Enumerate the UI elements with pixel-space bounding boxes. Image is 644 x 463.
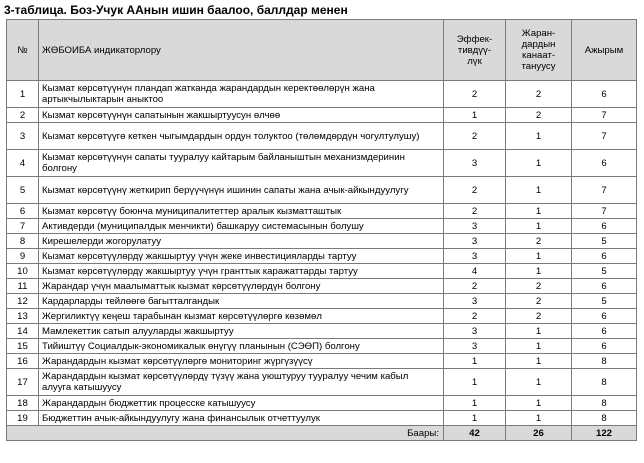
table-caption: 3-таблица. Боз-Учук ААнын ишин баалоо, баллдар менен bbox=[4, 3, 348, 17]
row-satisfaction: 1 bbox=[506, 150, 572, 177]
row-total: 7 bbox=[572, 108, 637, 123]
row-total: 7 bbox=[572, 123, 637, 150]
row-indicator: Кызмат көрсөтүүнүн пландап жатканда жарандардын керектөөлөрүн жана артыкчылыктарын аныктоо bbox=[39, 81, 444, 108]
table-row bbox=[7, 81, 637, 108]
table-row bbox=[7, 108, 637, 123]
row-effectiveness: 2 bbox=[444, 81, 506, 108]
row-effectiveness: 2 bbox=[444, 309, 506, 324]
row-total: 8 bbox=[572, 411, 637, 426]
header-satisfaction-text: Жаран- дардын канаат- тануусу bbox=[521, 28, 556, 72]
row-indicator: Кызмат көрсөтүүлөрдү жакшыртуу үчүн гранттык каражаттарды тартуу bbox=[39, 264, 444, 279]
row-total: 6 bbox=[572, 324, 637, 339]
totals-total: 122 bbox=[572, 426, 637, 441]
row-indicator: Кирешелерди жогорулатуу bbox=[39, 234, 444, 249]
row-indicator: Жергиликтүү кеңеш тарабынан кызмат көрсөтүүлөргө көзөмөл bbox=[39, 309, 444, 324]
header-effectiveness-text: Эффек- тивдүү- лүк bbox=[456, 33, 493, 67]
row-effectiveness: 3 bbox=[444, 150, 506, 177]
totals-satisfaction: 26 bbox=[506, 426, 572, 441]
row-effectiveness: 1 bbox=[444, 108, 506, 123]
header-no: № bbox=[7, 20, 39, 81]
row-number: 4 bbox=[7, 150, 39, 177]
header-indicator: ЖӨБОИБА индикаторлору bbox=[39, 20, 444, 81]
row-total: 5 bbox=[572, 234, 637, 249]
row-number: 10 bbox=[7, 264, 39, 279]
header-satisfaction bbox=[506, 20, 572, 81]
row-indicator: Бюджеттин ачык-айкындуулугу жана финансылык отчеттуулук bbox=[39, 411, 444, 426]
row-indicator: Кызмат көрсөтүүнү жеткирип берүүчүнүн ишинин сапаты жана ачык-айкындуулугу bbox=[39, 177, 444, 204]
table-row bbox=[7, 411, 637, 426]
row-indicator: Мамлекеттик сатып алууларды жакшыртуу bbox=[39, 324, 444, 339]
row-indicator: Кардарларды тейлөөгө багытталгандык bbox=[39, 294, 444, 309]
row-indicator: Кызмат көрсөтүүлөрдү жакшыртуу үчүн жеке инвестицияларды тартуу bbox=[39, 249, 444, 264]
row-effectiveness: 3 bbox=[444, 324, 506, 339]
row-indicator: Жарандардын бюджеттик процесске катышуусу bbox=[39, 396, 444, 411]
row-satisfaction: 1 bbox=[506, 324, 572, 339]
table-row bbox=[7, 369, 637, 396]
table-row bbox=[7, 294, 637, 309]
row-satisfaction: 2 bbox=[506, 309, 572, 324]
row-total: 6 bbox=[572, 309, 637, 324]
row-effectiveness: 2 bbox=[444, 279, 506, 294]
row-number: 3 bbox=[7, 123, 39, 150]
row-effectiveness: 2 bbox=[444, 177, 506, 204]
row-number: 6 bbox=[7, 204, 39, 219]
row-effectiveness: 1 bbox=[444, 411, 506, 426]
row-number: 8 bbox=[7, 234, 39, 249]
row-satisfaction: 2 bbox=[506, 234, 572, 249]
row-total: 6 bbox=[572, 279, 637, 294]
row-total: 8 bbox=[572, 396, 637, 411]
row-effectiveness: 2 bbox=[444, 123, 506, 150]
row-satisfaction: 2 bbox=[506, 81, 572, 108]
row-indicator: Жарандардын кызмат көрсөтүүлөргө мониторинг жүргүзүүсү bbox=[39, 354, 444, 369]
row-effectiveness: 1 bbox=[444, 396, 506, 411]
row-number: 17 bbox=[7, 369, 39, 396]
table-row bbox=[7, 279, 637, 294]
totals-effectiveness: 42 bbox=[444, 426, 506, 441]
row-number: 12 bbox=[7, 294, 39, 309]
table-row bbox=[7, 354, 637, 369]
table-row bbox=[7, 150, 637, 177]
row-number: 7 bbox=[7, 219, 39, 234]
table-row bbox=[7, 204, 637, 219]
table-row bbox=[7, 396, 637, 411]
totals-label: Баары: bbox=[7, 426, 444, 441]
row-effectiveness: 4 bbox=[444, 264, 506, 279]
indicators-table bbox=[6, 19, 637, 441]
header-effectiveness bbox=[444, 20, 506, 81]
row-satisfaction: 1 bbox=[506, 369, 572, 396]
row-number: 13 bbox=[7, 309, 39, 324]
table-row bbox=[7, 123, 637, 150]
row-number: 14 bbox=[7, 324, 39, 339]
row-number: 1 bbox=[7, 81, 39, 108]
row-satisfaction: 1 bbox=[506, 249, 572, 264]
table-row bbox=[7, 249, 637, 264]
row-total: 5 bbox=[572, 294, 637, 309]
row-number: 18 bbox=[7, 396, 39, 411]
row-satisfaction: 1 bbox=[506, 411, 572, 426]
table-row bbox=[7, 264, 637, 279]
row-number: 5 bbox=[7, 177, 39, 204]
row-effectiveness: 2 bbox=[444, 204, 506, 219]
row-satisfaction: 1 bbox=[506, 264, 572, 279]
row-satisfaction: 2 bbox=[506, 279, 572, 294]
table-row bbox=[7, 324, 637, 339]
row-effectiveness: 3 bbox=[444, 234, 506, 249]
row-number: 9 bbox=[7, 249, 39, 264]
table-row bbox=[7, 309, 637, 324]
row-satisfaction: 1 bbox=[506, 204, 572, 219]
table-row bbox=[7, 339, 637, 354]
row-total: 7 bbox=[572, 204, 637, 219]
table-body bbox=[7, 81, 637, 426]
row-number: 15 bbox=[7, 339, 39, 354]
row-indicator: Кызмат көрсөтүүнүн сапаты тууралуу кайтарым байланыштын механизмдеринин болгону bbox=[39, 150, 444, 177]
row-satisfaction: 1 bbox=[506, 354, 572, 369]
row-indicator: Активдерди (муниципалдык менчикти) башкаруу системасынын болушу bbox=[39, 219, 444, 234]
row-total: 6 bbox=[572, 249, 637, 264]
row-indicator: Тийиштүү Социалдык-экономикалык өнүгүү планынын (СЭӨП) болгону bbox=[39, 339, 444, 354]
row-effectiveness: 3 bbox=[444, 219, 506, 234]
row-total: 6 bbox=[572, 339, 637, 354]
row-satisfaction: 1 bbox=[506, 219, 572, 234]
row-indicator: Кызмат көрсөтүү боюнча муниципалитеттер аралык кызматташтык bbox=[39, 204, 444, 219]
table-row bbox=[7, 234, 637, 249]
table-row bbox=[7, 177, 637, 204]
row-total: 5 bbox=[572, 264, 637, 279]
row-satisfaction: 1 bbox=[506, 396, 572, 411]
row-total: 8 bbox=[572, 354, 637, 369]
row-satisfaction: 1 bbox=[506, 177, 572, 204]
row-indicator: Кызмат көрсөтүүгө кеткен чыгымдардын ордун толуктоо (төлөмдөрдүн чогултулушу) bbox=[39, 123, 444, 150]
row-number: 11 bbox=[7, 279, 39, 294]
row-total: 8 bbox=[572, 369, 637, 396]
totals-row bbox=[7, 426, 637, 441]
row-total: 6 bbox=[572, 150, 637, 177]
row-effectiveness: 1 bbox=[444, 369, 506, 396]
row-satisfaction: 2 bbox=[506, 108, 572, 123]
row-effectiveness: 1 bbox=[444, 354, 506, 369]
header-row bbox=[7, 20, 637, 81]
row-indicator: Жарандар үчүн маалыматтык кызмат көрсөтүүлөрдүн болгону bbox=[39, 279, 444, 294]
row-total: 7 bbox=[572, 177, 637, 204]
row-satisfaction: 1 bbox=[506, 123, 572, 150]
row-indicator: Жарандардын кызмат көрсөтүүлөрдү түзүү жана уюштуруу тууралуу чечим кабыл алууга катышуусу bbox=[39, 369, 444, 396]
header-total: Ажырым bbox=[572, 20, 637, 81]
row-effectiveness: 3 bbox=[444, 249, 506, 264]
row-effectiveness: 3 bbox=[444, 339, 506, 354]
table-row bbox=[7, 219, 637, 234]
row-total: 6 bbox=[572, 219, 637, 234]
row-satisfaction: 2 bbox=[506, 294, 572, 309]
row-satisfaction: 1 bbox=[506, 339, 572, 354]
row-effectiveness: 3 bbox=[444, 294, 506, 309]
row-total: 6 bbox=[572, 81, 637, 108]
row-number: 19 bbox=[7, 411, 39, 426]
row-indicator: Кызмат көрсөтүүнүн сапатынын жакшыртуусун өлчөө bbox=[39, 108, 444, 123]
row-number: 2 bbox=[7, 108, 39, 123]
row-number: 16 bbox=[7, 354, 39, 369]
